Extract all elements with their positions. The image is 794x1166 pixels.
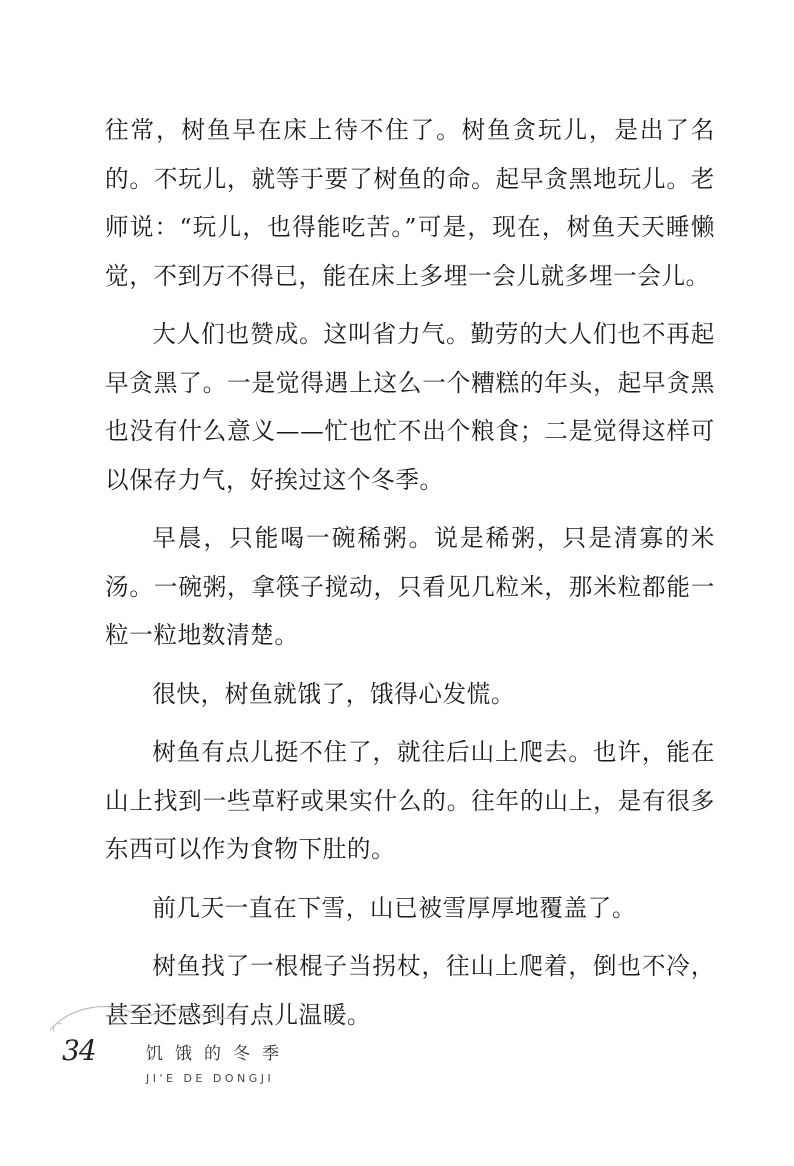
- book-title-pinyin: JI'E DE DONGJI: [146, 1072, 275, 1085]
- paragraph-7: 树鱼找了一根棍子当拐杖，往山上爬着，倒也不冷，甚至还感到有点儿温暖。: [105, 952, 715, 1029]
- paragraph-5: 树鱼有点儿挺不住了，就往后山上爬去。也许，能在山上找到一些草籽或果实什么的。往年的山上，是有很多东西可以作为食物下肚的。: [105, 738, 715, 863]
- paragraph-6: 前几天一直在下雪，山已被雪厚厚地覆盖了。: [152, 893, 637, 922]
- page-footer: [40, 996, 360, 1086]
- paragraph-2: 大人们也赞成。这叫省力气。勤劳的大人们也不再起早贪黑了。一是觉得遇上这么一个糟糕的年头，起早贪黑也没有什么意义——忙也忙不出个粮食；二是觉得这样可以保存力气，好挨过这个冬季。: [105, 320, 715, 494]
- book-title: 饥饿的冬季: [146, 1044, 291, 1064]
- paragraph-4: 很快，树鱼就饿了，饿得心发慌。: [152, 679, 516, 708]
- page-number: 34: [62, 1034, 96, 1067]
- decorative-swoosh-icon: [40, 996, 240, 1036]
- page-body: [105, 106, 715, 1039]
- paragraph-1: 往常，树鱼早在床上待不住了。树鱼贪玩儿，是出了名的。不玩儿，就等于要了树鱼的命。起早贪黑地玩儿。老师说：“玩儿，也得能吃苦。”可是，现在，树鱼天天睡懒觉，不到万不得已，能在床上多埋一会儿就多埋一会儿。: [105, 116, 715, 290]
- paragraph-3: 早晨，只能喝一碗稀粥。说是稀粥，只是清寡的米汤。一碗粥，拿筷子搅动，只看见几粒米，那米粒都能一粒一粒地数清楚。: [105, 524, 715, 649]
